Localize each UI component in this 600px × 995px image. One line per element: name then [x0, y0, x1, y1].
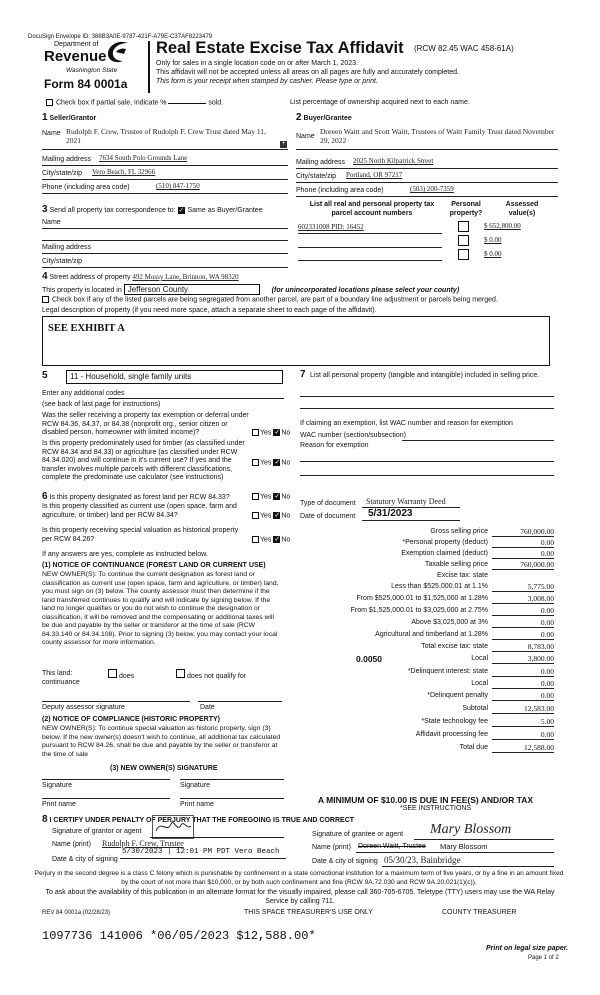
county-note: (for unincorporated locations please select your county): [271, 287, 460, 294]
buyer-mailing-line: [296, 168, 558, 169]
street-row: [42, 271, 239, 282]
timber-yes-checkbox[interactable]: [252, 459, 259, 466]
this-land-label: This land:: [42, 670, 73, 677]
segregated-row: [42, 296, 498, 303]
partial-sale-checkbox[interactable]: [46, 99, 53, 106]
county-select[interactable]: Jefferson County: [124, 284, 260, 295]
tax-row-label: Total due: [459, 744, 488, 751]
tax-row: [300, 730, 556, 743]
buyer-name-value[interactable]: Doreen Waitt and Scott Waitt, Trustees of Waitt Family Trust dated November 29, 2022: [320, 127, 555, 145]
does-label: does: [118, 673, 135, 680]
deputy-label: Deputy assessor signature: [42, 704, 125, 711]
exemption-answer: [252, 429, 290, 436]
seller-city-line: [42, 179, 288, 180]
personal-checkbox-3[interactable]: [458, 249, 469, 262]
tax-row: [300, 582, 556, 594]
notice1-title: (1) NOTICE OF CONTINUANCE (FOREST LAND OR CURRENT USE): [42, 562, 266, 569]
tax-row-value[interactable]: 760,000.00: [492, 560, 554, 570]
see-instructions: *SEE INSTRUCTIONS: [400, 805, 472, 812]
reason-line-2[interactable]: [300, 475, 554, 476]
owner-print-line-2[interactable]: [180, 798, 284, 799]
forest-question-row: [42, 491, 230, 502]
assessed-value-1[interactable]: $ 652,800.00: [484, 222, 521, 230]
county-treasurer-label: COUNTY TREASURER: [442, 909, 517, 916]
corr-city-line: [42, 267, 288, 268]
grantee-struck-name: Doreen Waitt, Trustee: [358, 843, 426, 850]
yes-label: Yes: [260, 493, 272, 501]
plus-icon[interactable]: +: [281, 141, 286, 147]
tax-row-label: From $525,000.01 to $1,525,000 at 1.28%: [356, 595, 488, 602]
tax-row-value[interactable]: 0.00: [492, 730, 554, 740]
tax-row: [300, 527, 556, 538]
corr-mailing-label: Mailing address: [42, 244, 92, 251]
grantee-date-value[interactable]: 05/30/23, Bainbridge: [384, 855, 461, 865]
tax-row-label: Subtotal: [462, 705, 488, 712]
dept-line1: Department of: [54, 41, 99, 48]
parcel-col-header: List all real and personal property tax parcel account numbers: [309, 201, 435, 217]
grantor-name-label: Name (print): [52, 841, 91, 848]
yes-label: Yes: [260, 459, 272, 467]
tax-row-value[interactable]: 5,775.00: [492, 582, 554, 592]
grantee-signature[interactable]: Mary Blossom: [430, 822, 512, 837]
timber-answer: [252, 459, 290, 466]
street-label: Street address of property: [49, 274, 131, 281]
tax-row: [300, 618, 556, 630]
doc-date-line: [362, 520, 460, 521]
segregated-checkbox[interactable]: [42, 296, 49, 303]
form-title: Real Estate Excise Tax Affidavit: [156, 39, 404, 57]
envelope-id: DocuSign Envelope ID: 388B3A0E-9787-421F-A79E-C37AF8223479: [28, 34, 213, 40]
no-label: No: [281, 493, 291, 501]
grantor-name-value[interactable]: Rudolph F. Crew, Trustee: [102, 839, 184, 848]
legal-description-box[interactable]: [42, 316, 550, 366]
tax-row-label: From $1,525,000.01 to $3,025,000 at 2.75%: [350, 607, 488, 614]
no-label: No: [281, 536, 291, 544]
does-not-option: [176, 669, 246, 680]
tax-row-label: Agricultural and timberland at 1.28%: [375, 631, 488, 638]
tax-row-value[interactable]: 5.00: [492, 717, 554, 727]
seller-name-line: [42, 149, 288, 150]
partial-sale-label: Check box if partial sale, indicate %: [55, 99, 167, 107]
tax-row-value[interactable]: 0.00: [492, 667, 554, 677]
located-row: [42, 284, 459, 295]
tax-row-label: Excise tax: state: [437, 572, 488, 579]
tax-row-label: Total excise tax: state: [421, 643, 488, 650]
yes-label: Yes: [260, 429, 272, 437]
section7-num: 7: [300, 369, 306, 380]
tax-row-value[interactable]: 0.00: [492, 691, 554, 701]
doc-type-value[interactable]: Statutory Warranty Deed: [366, 497, 446, 506]
tax-row-label: Above $3,025,000 at 3%: [411, 619, 488, 626]
seller-mailing-label: Mailing address: [42, 156, 92, 163]
reason-label: Reason for exemption: [300, 442, 369, 449]
partial-pct-field[interactable]: [168, 103, 206, 104]
tax-row: [300, 717, 556, 730]
corr-name-line2: [42, 240, 288, 241]
tax-row-value[interactable]: 3,008.00: [492, 594, 554, 604]
grantee-sig-label: Signature of grantee or agent: [312, 831, 404, 838]
sold-label: sold.: [208, 99, 224, 107]
yes-label: Yes: [260, 536, 272, 544]
personal-property-line-2[interactable]: [300, 408, 554, 409]
notice3-title: (3) NEW OWNER(S) SIGNATURE: [110, 765, 218, 772]
tax-row-value[interactable]: 0.00: [492, 538, 554, 548]
print-name-label-1: Print name: [42, 801, 76, 808]
parcel-number-1[interactable]: 602331008 PID: 16452: [298, 223, 364, 231]
deputy-signature-line[interactable]: [42, 701, 190, 702]
street-value[interactable]: 492 Mossy Lane, Brinnon, WA 98320: [132, 273, 239, 281]
local-rate[interactable]: 0.0050: [356, 654, 382, 664]
tax-row-label: *Delinquent penalty: [427, 692, 488, 699]
buyer-phone-label: Phone (including area code): [296, 187, 384, 194]
same-as-buyer-label: Same as Buyer/Grantee: [187, 207, 263, 214]
seller-heading-label: Seller/Grantor: [49, 115, 97, 122]
header-notes: [156, 59, 459, 86]
correspondence-label: Send all property tax correspondence to:: [49, 207, 176, 214]
tax-row: [300, 538, 556, 549]
forest-no-checkbox[interactable]: ✓: [274, 493, 281, 500]
section6-num: 6: [42, 491, 48, 502]
header-note: This form is your receipt when stamped by cashier. Please type or print.: [156, 78, 378, 85]
corr-name-label: Name: [42, 219, 61, 226]
tax-row-value[interactable]: 0.00: [492, 618, 554, 628]
see-back-label: (see back of last page for instructions): [42, 401, 161, 408]
header-note: Only for sales in a single location code on or after March 1, 2023.: [156, 60, 358, 67]
tax-row-label: Gross selling price: [430, 528, 488, 535]
list-pct-note: List percentage of ownership acquired next to each name.: [290, 99, 470, 106]
seller-num: 1: [42, 112, 48, 123]
exemption-wac-label: If claiming an exemption, list WAC number and reason for exemption: [300, 420, 513, 427]
seller-name-value[interactable]: Rudolph F. Crew, Trustee of Rudolph F. Crew Trust dated May 11, 2021: [66, 127, 266, 145]
tax-row-label: Local: [471, 680, 488, 687]
personal-checkbox-2[interactable]: [458, 235, 469, 248]
grantee-name-label: Name (print): [312, 844, 351, 851]
seller-city-value[interactable]: Vero Beach, FL 32966: [92, 168, 156, 176]
personal-property-line-1[interactable]: [300, 396, 554, 397]
buyer-mailing-value[interactable]: 2025 North Kilpatrick Street: [353, 157, 434, 165]
current-use-answer: [252, 512, 290, 519]
current-use-yes-checkbox[interactable]: [252, 512, 259, 519]
grantee-name-value[interactable]: Mary Blossom: [440, 842, 488, 851]
grantee-sig-line: [414, 839, 554, 840]
tax-row: [300, 654, 556, 667]
seller-name-label: Name: [42, 130, 61, 137]
no-label: No: [281, 512, 291, 520]
forest-yes-checkbox[interactable]: [252, 493, 259, 500]
tax-row-value[interactable]: 0.00: [492, 606, 554, 616]
tax-row: [300, 704, 556, 717]
section5-num: 5: [42, 370, 48, 381]
tax-row: [300, 691, 556, 704]
exemption-question: Was the seller receiving a property tax exemption or deferral under RCW 84.36, 84.37, or 84.38 (nonprofit org., senior citizen or disabled person, homeowner with limited income)?: [42, 412, 249, 436]
tax-row-label: Local: [471, 655, 488, 662]
seller-heading: [42, 112, 96, 123]
seller-phone-value[interactable]: (510) 847-1750: [156, 182, 200, 190]
personal-property-label: List all personal property (tangible and intangible) included in selling price.: [310, 372, 540, 379]
parcel-line-3: [298, 260, 442, 261]
notice2-title: (2) NOTICE OF COMPLIANCE (HISTORIC PROPERTY): [42, 716, 220, 723]
form-number: Form 84 0001a: [44, 77, 128, 91]
wac-line[interactable]: [402, 440, 554, 441]
seller-phone-line: [42, 193, 288, 194]
buyer-city-line: [296, 182, 558, 183]
continuance-label: continuance: [42, 679, 80, 686]
current-use-question: Is this property classified as current use (open space, farm and agriculture, or timber) land per RCW 84.34?: [42, 503, 237, 519]
signature-label-1: Signature: [42, 782, 72, 789]
assessed-col-header: Assessed value(s): [505, 201, 539, 217]
tax-row-value[interactable]: 760,000.00: [492, 527, 554, 537]
buyer-city-value[interactable]: Portland, OR 97217: [346, 171, 403, 179]
section8-num: 8: [42, 814, 48, 825]
grantee-date-line: [382, 866, 554, 867]
forest-question: Is this property designated as forest land per RCW 84.33?: [49, 494, 230, 501]
section4-num: 4: [42, 271, 48, 282]
owner-print-line-1[interactable]: [42, 798, 170, 799]
personal-checkbox-1[interactable]: [458, 221, 469, 234]
yes-label: Yes: [260, 512, 272, 520]
located-label: This property is located in: [42, 287, 122, 294]
tax-row-label: Exemption claimed (deduct): [401, 550, 488, 557]
historic-yes-checkbox[interactable]: [252, 536, 259, 543]
historic-answer: [252, 536, 290, 543]
wac-label: WAC number (section/subsection): [300, 432, 406, 439]
seller-mailing-line: [42, 165, 288, 166]
doc-date-value[interactable]: 5/31/2023: [368, 508, 413, 519]
tax-row-label: *Delinquent interest: state: [407, 668, 488, 675]
receipt-stamp: 1097736 141006 *06/05/2023 $12,588.00*: [42, 929, 316, 943]
tax-row: [300, 743, 556, 756]
buyer-phone-line: [296, 196, 558, 197]
no-label: No: [281, 459, 291, 467]
grantee-name-line: [356, 852, 554, 853]
legal-paper-note: Print on legal size paper.: [486, 945, 569, 952]
grantor-sig-label: Signature of grantor or agent: [52, 828, 142, 835]
buyer-heading-label: Buyer/Grantee: [303, 115, 352, 122]
corr-city-label: City/state/zip: [42, 258, 83, 265]
form-rcw: (RCW 82.45 WAC 458-61A): [414, 44, 514, 53]
tax-row-label: Affidavit processing fee: [415, 731, 488, 738]
personal-col-header: Personal property?: [449, 201, 483, 217]
tax-row-value[interactable]: 0.00: [492, 679, 554, 689]
header-note: This affidavit will not be accepted unless all areas on all pages are fully and accurately completed.: [156, 69, 459, 76]
page-number: Page 1 of 2: [528, 955, 559, 961]
no-label: No: [281, 429, 291, 437]
buyer-name-label: Name: [296, 133, 315, 140]
signature-label-2: Signature: [180, 782, 210, 789]
tax-row: [300, 549, 556, 560]
tax-row-value[interactable]: 8,783.00: [492, 642, 554, 652]
section3-num: 3: [42, 204, 48, 215]
exemption-no-checkbox[interactable]: ✓: [274, 429, 281, 436]
tax-row-label: *State technology fee: [421, 718, 488, 725]
partial-sale-row: [46, 99, 223, 106]
buyer-phone-value[interactable]: (503) 200-7359: [410, 185, 454, 193]
deputy-date-line[interactable]: [198, 701, 282, 702]
assessed-value-2[interactable]: $ 0.00: [484, 236, 502, 244]
if-yes-note: If any answers are yes, complete as instructed below.: [42, 551, 208, 558]
grantee-date-label: Date & city of signing: [312, 858, 378, 865]
tax-row-value[interactable]: 0.00: [492, 630, 554, 640]
tax-row-value[interactable]: 3,800.00: [492, 654, 554, 664]
rev-label: REV 84 0001a (02/28/23): [42, 910, 111, 916]
tax-row: [300, 679, 556, 691]
seller-city-label: City/state/zip: [42, 170, 83, 177]
signature-scribble-icon: [153, 816, 193, 838]
notice2-body: NEW OWNER(S): To continue special valuation as historic property, sign (3) below. If the new owner(s) doesn't wish to continue, all additional tax calculated pursuant to RCW 84.26, shall be due and payable by the seller or transferor at the time of sale: [42, 725, 281, 758]
doc-type-label: Type of document: [300, 500, 356, 507]
corr-mailing-line: [42, 253, 288, 254]
seller-phone-label: Phone (including area code): [42, 184, 130, 191]
assessed-value-3[interactable]: $ 0.00: [484, 250, 502, 258]
same-as-buyer-checkbox[interactable]: ✓: [178, 206, 185, 214]
buyer-num: 2: [296, 112, 302, 123]
tax-row: [300, 606, 556, 618]
does-not-checkbox[interactable]: [176, 669, 185, 678]
segregated-label: Check box if any of the listed parcels are being segregated from another parcel, are part of a boundary line adjustment or parcels being merged.: [51, 296, 498, 304]
use-code-select[interactable]: 11 - Household, single family units: [66, 370, 283, 384]
buyer-city-label: City/state/zip: [296, 173, 337, 180]
perjury-notice: Perjury in the second degree is a class C felony which is punishable by confinement in a state correctional institution for a maximum term of five years, or by a fine in an amount fixed by the court of not more than $10,000, or by both such confinement and fine (RCW 9A.72.030 and RCW 9A.20.021(1)(c)).: [34, 870, 564, 886]
seller-mailing-value[interactable]: 7634 South Polo Grounds Lane: [99, 154, 188, 162]
header-divider: [148, 41, 150, 93]
dept-line3: Washington State: [66, 67, 118, 74]
tax-row: [300, 560, 556, 571]
certify-row: [42, 814, 354, 825]
tax-row-label: Less than $525,000.01 at 1.1%: [391, 583, 488, 590]
grantor-sig-line: [150, 837, 284, 838]
parcel-line-1: [298, 233, 442, 234]
treasurer-only-label: THIS SPACE TREASURER'S USE ONLY: [244, 909, 373, 916]
timber-no-checkbox[interactable]: ✓: [274, 459, 281, 466]
certify-label: I CERTIFY UNDER PENALTY OF PERJURY THAT THE FOREGOING IS TRUE AND CORRECT: [49, 817, 355, 824]
tax-row: [300, 594, 556, 606]
availability-notice: To ask about the availability of this publication in an alternate format for the visually impaired, please call 360-705-6705. Teletype (TTY) users may use the WA Relay Service by calling 711.: [45, 889, 555, 905]
tax-row-value[interactable]: 12,588.00: [492, 743, 554, 753]
dept-line2: Revenue: [44, 48, 107, 65]
parcel-line-2: [298, 247, 442, 248]
buyer-heading: [296, 112, 352, 123]
timber-question: Is this property predominately used for timber (as classified under RCW 84.34 and 84.33) or agriculture (as classified under RCW 84.34.020) and will continue in it's current use? If yes and the transfer involves multiple parcels with different classifications, complete the predominate use calculator (see instructions): [42, 440, 245, 481]
print-name-label-2: Print name: [180, 801, 214, 808]
tax-row: [300, 667, 556, 679]
grantor-date-value[interactable]: 5/30/2023 | 12:01 PM PDT Vero Beach: [122, 848, 280, 856]
does-not-label: does not qualify for: [186, 673, 247, 680]
tax-row-value[interactable]: 0.00: [492, 549, 554, 559]
reason-line-1[interactable]: [300, 461, 554, 462]
buyer-name-line: [296, 149, 558, 150]
additional-codes-label: Enter any additional codes: [42, 390, 125, 397]
date-label: Date: [200, 704, 215, 711]
correspondence-row: [42, 204, 263, 215]
grantor-signature[interactable]: [152, 815, 194, 839]
historic-no-checkbox[interactable]: ✓: [274, 536, 281, 543]
owner-sig-line-2[interactable]: [180, 779, 284, 780]
minimum-due-note: A MINIMUM OF $10.00 IS DUE IN FEE(S) AND/OR TAX: [318, 795, 534, 805]
historic-question: Is this property receiving special valuation as historical property per RCW 84.26?: [42, 527, 239, 543]
additional-codes-line[interactable]: [108, 398, 284, 399]
does-checkbox[interactable]: [108, 669, 117, 678]
grantor-date-label: Date & city of signing: [52, 856, 118, 863]
dor-logo-icon: [104, 40, 130, 64]
notice1-body: NEW OWNER(S): To continue the current designation as forest land or classification as current use (open space, farm and agriculture, or timber) land, you must sign on (3) below. The county assessor must then determine if the land transferred continues to qualify and will indicate by signing below. If the land no longer qualifies or you do not wish to continue the designation or classification, it will be removed and the compensating or additional taxes will be due and payable by the seller or transferor at the time of sale (RCW 84.33.140 or 84.34.108). Prior to signing (3) below, you may contact your local county assessor for more information.: [42, 571, 279, 646]
grantor-date-line: [120, 858, 286, 859]
tax-row-label: Taxable selling price: [424, 561, 488, 568]
tax-row-label: *Personal property (deduct): [402, 539, 488, 546]
owner-sig-line-1[interactable]: [42, 779, 170, 780]
legal-label: Legal description of property (if you need more space, attach a separate sheet to each page of the affidavit).: [42, 307, 377, 314]
current-use-no-checkbox[interactable]: ✓: [274, 512, 281, 519]
corr-name-line: [42, 228, 288, 229]
tax-row: [300, 642, 556, 654]
tax-row: [300, 571, 556, 582]
tax-row: [300, 630, 556, 642]
buyer-mailing-label: Mailing address: [296, 159, 346, 166]
forest-answer: [252, 493, 290, 500]
tax-table: [300, 527, 556, 756]
exemption-yes-checkbox[interactable]: [252, 429, 259, 436]
tax-row-value[interactable]: 12,583.00: [492, 704, 554, 714]
legal-value: SEE EXHIBIT A: [48, 323, 125, 334]
doc-date-label: Date of document: [300, 513, 356, 520]
does-option: [108, 669, 134, 680]
